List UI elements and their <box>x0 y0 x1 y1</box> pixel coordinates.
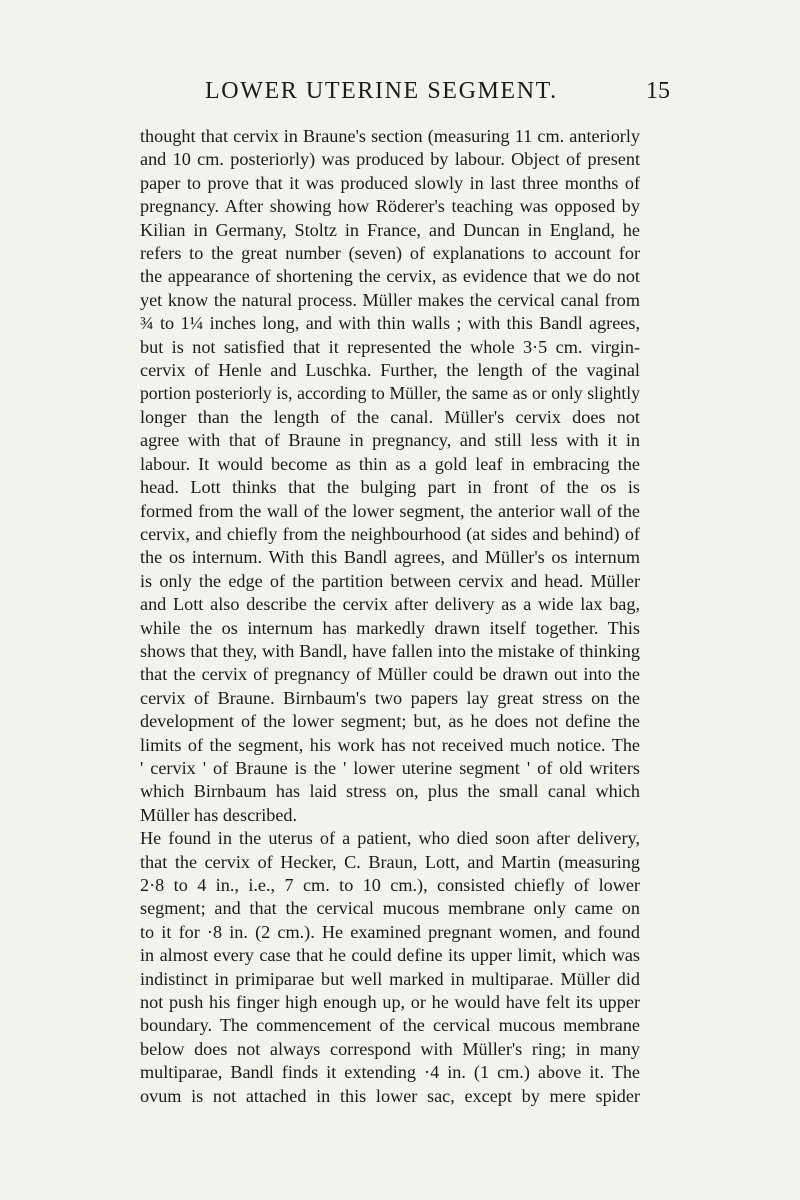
text-line: and 10 cm. posteriorly) was produced by labour. Object of present <box>140 149 640 170</box>
text-line: which Birnbaum has laid stress on, plus the small canal which <box>140 781 640 802</box>
text-line: head. Lott thinks that the bulging part in front of the os is <box>140 477 640 498</box>
text-line: indistinct in primiparae but well marked in multiparae. Müller did <box>140 968 640 989</box>
text-line: labour. It would become as thin as a gold leaf in embracing the <box>140 453 640 474</box>
text-line: paper to prove that it was produced slowly in last three months of <box>140 172 640 193</box>
text-line: to it for ·8 in. (2 cm.). He examined pregnant women, and found <box>140 921 640 942</box>
text-line: segment; and that the cervical mucous membrane only came on <box>140 898 640 919</box>
text-line: limits of the segment, his work has not received much notice. The <box>140 734 640 755</box>
text-line: boundary. The commencement of the cervical mucous membrane <box>140 1015 640 1036</box>
text-line: 2·8 to 4 in., i.e., 7 cm. to 10 cm.), consisted chiefly of lower <box>140 875 640 895</box>
text-line: the os internum. With this Bandl agrees, and Müller's os internum <box>140 547 640 568</box>
running-title: LOWER UTERINE SEGMENT. <box>205 78 558 104</box>
text-line: ' cervix ' of Braune is the ' lower uterine segment ' of old writers <box>140 757 640 778</box>
text-line: ovum is not attached in this lower sac, except by mere spider <box>140 1085 640 1106</box>
text-line: pregnancy. After showing how Röderer's teaching was opposed by <box>140 196 640 217</box>
text-line: portion posteriorly is, according to Müller, the same as or only slightly <box>140 383 640 404</box>
text-line: longer than the length of the canal. Müller's cervix does not <box>140 406 640 427</box>
text-line: and Lott also describe the cervix after delivery as a wide lax bag, <box>140 594 640 615</box>
page-number: 15 <box>646 78 670 104</box>
text-line: not push his finger high enough up, or he would have felt its upper <box>140 992 640 1013</box>
running-head <box>150 78 670 108</box>
text-line: development of the lower segment; but, as he does not define the <box>140 711 640 732</box>
text-line: but is not satisfied that it represented the whole 3·5 cm. virgin- <box>140 336 640 357</box>
text-line: below does not always correspond with Müller's ring; in many <box>140 1038 640 1059</box>
text-line: refers to the great number (seven) of explanations to account for <box>140 243 640 264</box>
text-line: cervix of Henle and Luschka. Further, the length of the vaginal <box>140 360 640 381</box>
text-line: multiparae, Bandl finds it extending ·4 in. (1 cm.) above it. The <box>140 1062 640 1083</box>
text-line: He found in the uterus of a patient, who died soon after delivery, <box>140 828 640 849</box>
body-text <box>140 125 640 1108</box>
text-line: formed from the wall of the lower segment, the anterior wall of the <box>140 500 640 521</box>
text-line: ¾ to 1¼ inches long, and with thin walls ; with this Bandl agrees, <box>140 313 640 334</box>
text-line: agree with that of Braune in pregnancy, and still less with it in <box>140 430 640 451</box>
text-line: Müller has described. <box>140 804 298 825</box>
text-line: cervix of Braune. Birnbaum's two papers lay great stress on the <box>140 687 640 708</box>
text-line: is only the edge of the partition between cervix and head. Müller <box>140 570 640 591</box>
text-line: shows that they, with Bandl, have fallen into the mistake of thinking <box>140 640 640 661</box>
text-line: cervix, and chiefly from the neighbourhood (at sides and behind) of <box>140 523 640 544</box>
text-line: that the cervix of pregnancy of Müller could be drawn out into the <box>140 664 640 685</box>
text-line: thought that cervix in Braune's section (measuring 11 cm. anteriorly <box>140 126 640 146</box>
text-line: Kilian in Germany, Stoltz in France, and Duncan in England, he <box>140 219 640 240</box>
text-line: in almost every case that he could define its upper limit, which was <box>140 945 640 966</box>
text-line: the appearance of shortening the cervix, as evidence that we do not <box>140 266 640 287</box>
text-line: while the os internum has markedly drawn itself together. This <box>140 617 640 638</box>
text-line: yet know the natural process. Müller makes the cervical canal from <box>140 289 640 310</box>
text-line: that the cervix of Hecker, C. Braun, Lott, and Martin (measuring <box>140 851 640 872</box>
